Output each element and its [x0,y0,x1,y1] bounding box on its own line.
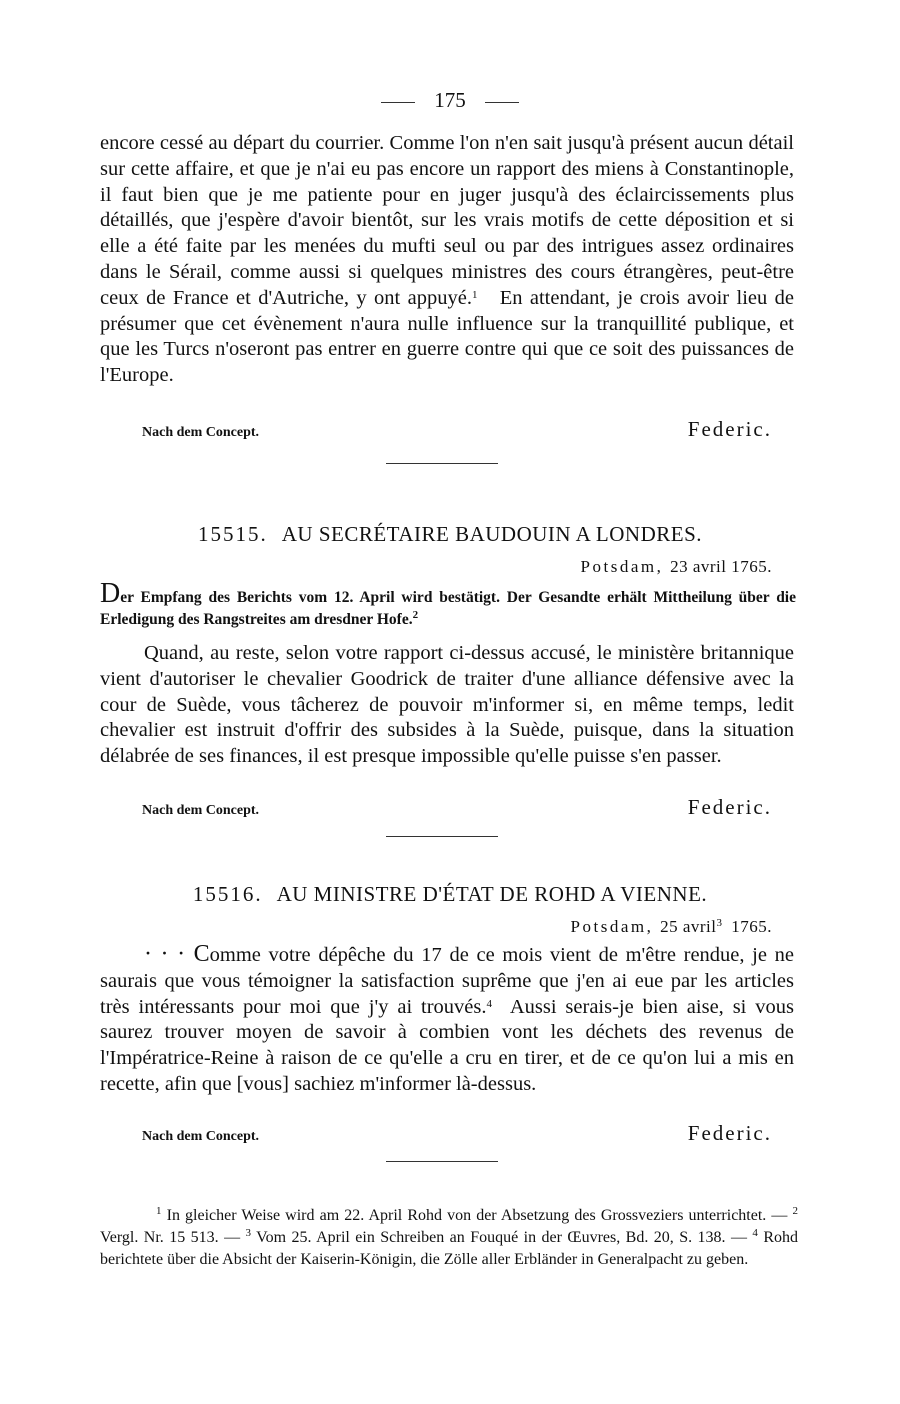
letter-place: Potsdam, [570,917,654,936]
footnote-text-1: In gleicher Weise wird am 22. April Rohd von der Absetzung des Grossveziers unterrichtet. — [166,1207,788,1224]
letter-body-text: omme votre dépêche du 17 de ce mois vient de m'être rendue, je ne saurais que vous témoigner la satisfaction suprême que j'en ai eue par les articles très intéressants pour moi que j'y ai trouvés. [100,944,794,1018]
footnote-text-4: Rohd berichtete über die Absicht der Kaiserin-Königin, die Zölle aller Erbländer in Generalpacht zu geben. [100,1229,799,1268]
letter-date: 23 avril 1765. [670,557,772,576]
intro-signature-row [100,417,794,443]
letter-signature-row [100,795,794,821]
summary-initial: D [100,578,121,609]
letter-place: Potsdam, [580,557,664,576]
letter-year: 1765. [731,917,772,936]
page-number: 175 [434,88,466,112]
footnote-ref-4: 4 [486,997,493,1010]
header-dash-right [485,102,519,103]
letter-title: AU SECRÉTAIRE BAUDOUIN A LONDRES. [281,522,702,546]
letter-body-lead: · · · C [144,941,210,967]
letter-body-text: Quand, au reste, selon votre rapport ci-dessus accusé, le ministère britannique vient d'autoriser le chevalier Goodrick de traiter d'une alliance défensive avec la cour de Suède, vous tâcherez de pouvoir m'informer si, en même temps, ledit chevalier est instruit d'offrir des subsides à la Suède, puisque, dans la situation délabrée de ses finances, il est presque impossible qu'elle puisse s'en passer. [100,642,794,768]
footnote-ref-1: 1 [471,288,478,301]
intro-paragraph [100,131,794,389]
letter-source-note: Nach dem Concept. [142,803,260,818]
letter-dateline [581,557,772,577]
letter-signature: Federic. [687,1121,772,1145]
intro-signature: Federic. [687,417,772,441]
intro-text-after: En attendant, je crois avoir lieu de présumer que cet évènement n'aura nulle influence sur la tranquillité publique, et que les Turcs n'oseront pas entrer en guerre contre qui que ce soit des puissances de l'Europe. [100,286,794,387]
intro-text: encore cessé au départ du courrier. Comme l'on n'en sait jusqu'à présent aucun détail sur cette affaire, et que je n'ai eu pas encore un rapport des miens à Constantinople, il faut bien que je me patiente pour en juger jusqu'à des éclaircissements plus détaillés, que j'espère d'avoir bientôt, sur les vrais motifs de cette déposition et si elle a été faite par les menées du mufti seul ou par des intrigues assez ordinaires dans le Sérail, comme aussi si quelques ministres des cours étrangères, peut-être ceux de France et d'Autriche, y ont appuyé. [100,132,794,309]
footnote-text-2: Vergl. Nr. 15 513. — [100,1229,241,1246]
letter-number: 15516. [192,882,263,906]
letter-signature: Federic. [687,795,772,819]
letter-title: AU MINISTRE D'ÉTAT DE ROHD A VIENNE. [276,882,708,906]
separator-rule [386,463,498,464]
letter-body [100,942,794,1098]
footnote-number-4: 4 [752,1227,758,1239]
letter-number: 15515. [198,522,268,546]
separator-rule [386,1161,498,1162]
header-dash-left [381,102,415,103]
letter-signature-row [100,1121,794,1147]
footnote-number-3: 3 [245,1227,252,1239]
letter-date: 25 avril [660,917,717,936]
summary-text: er Empfang des Berichts vom 12. April wird bestätigt. Der Gesandte erhält Mittheilung über die Erledigung des Rangstreites am dresdner Hofe. [100,589,796,628]
letter-summary [100,578,796,631]
letter-dateline [571,917,772,937]
footnote-number-2: 2 [792,1205,799,1217]
intro-source-note: Nach dem Concept. [142,425,260,440]
letter-body [100,641,794,770]
footnote-ref-3: 3 [716,917,725,929]
footnote-text-3: Vom 25. April ein Schreiben an Fouqué in der Œuvres, Bd. 20, S. 138. — [256,1229,747,1246]
footnotes [100,1205,798,1271]
separator-rule [386,836,498,837]
letter-source-note: Nach dem Concept. [142,1129,260,1144]
page-header [0,88,900,113]
letter-heading [0,522,900,547]
letter-body-text-rest: Aussi serais-je bien aise, si vous saurez trouver moyen de savoir à combien vont les déchets des revenus de l'Impératrice-Reine à raison de ce qu'elle a cru en tirer, et de ce qu'on lui a mis en recette, afin que [vous] sachiez m'informer là-dessus. [100,995,794,1095]
footnote-number-1: 1 [156,1205,162,1217]
letter-heading [0,882,900,907]
footnote-ref-2: 2 [412,609,419,621]
